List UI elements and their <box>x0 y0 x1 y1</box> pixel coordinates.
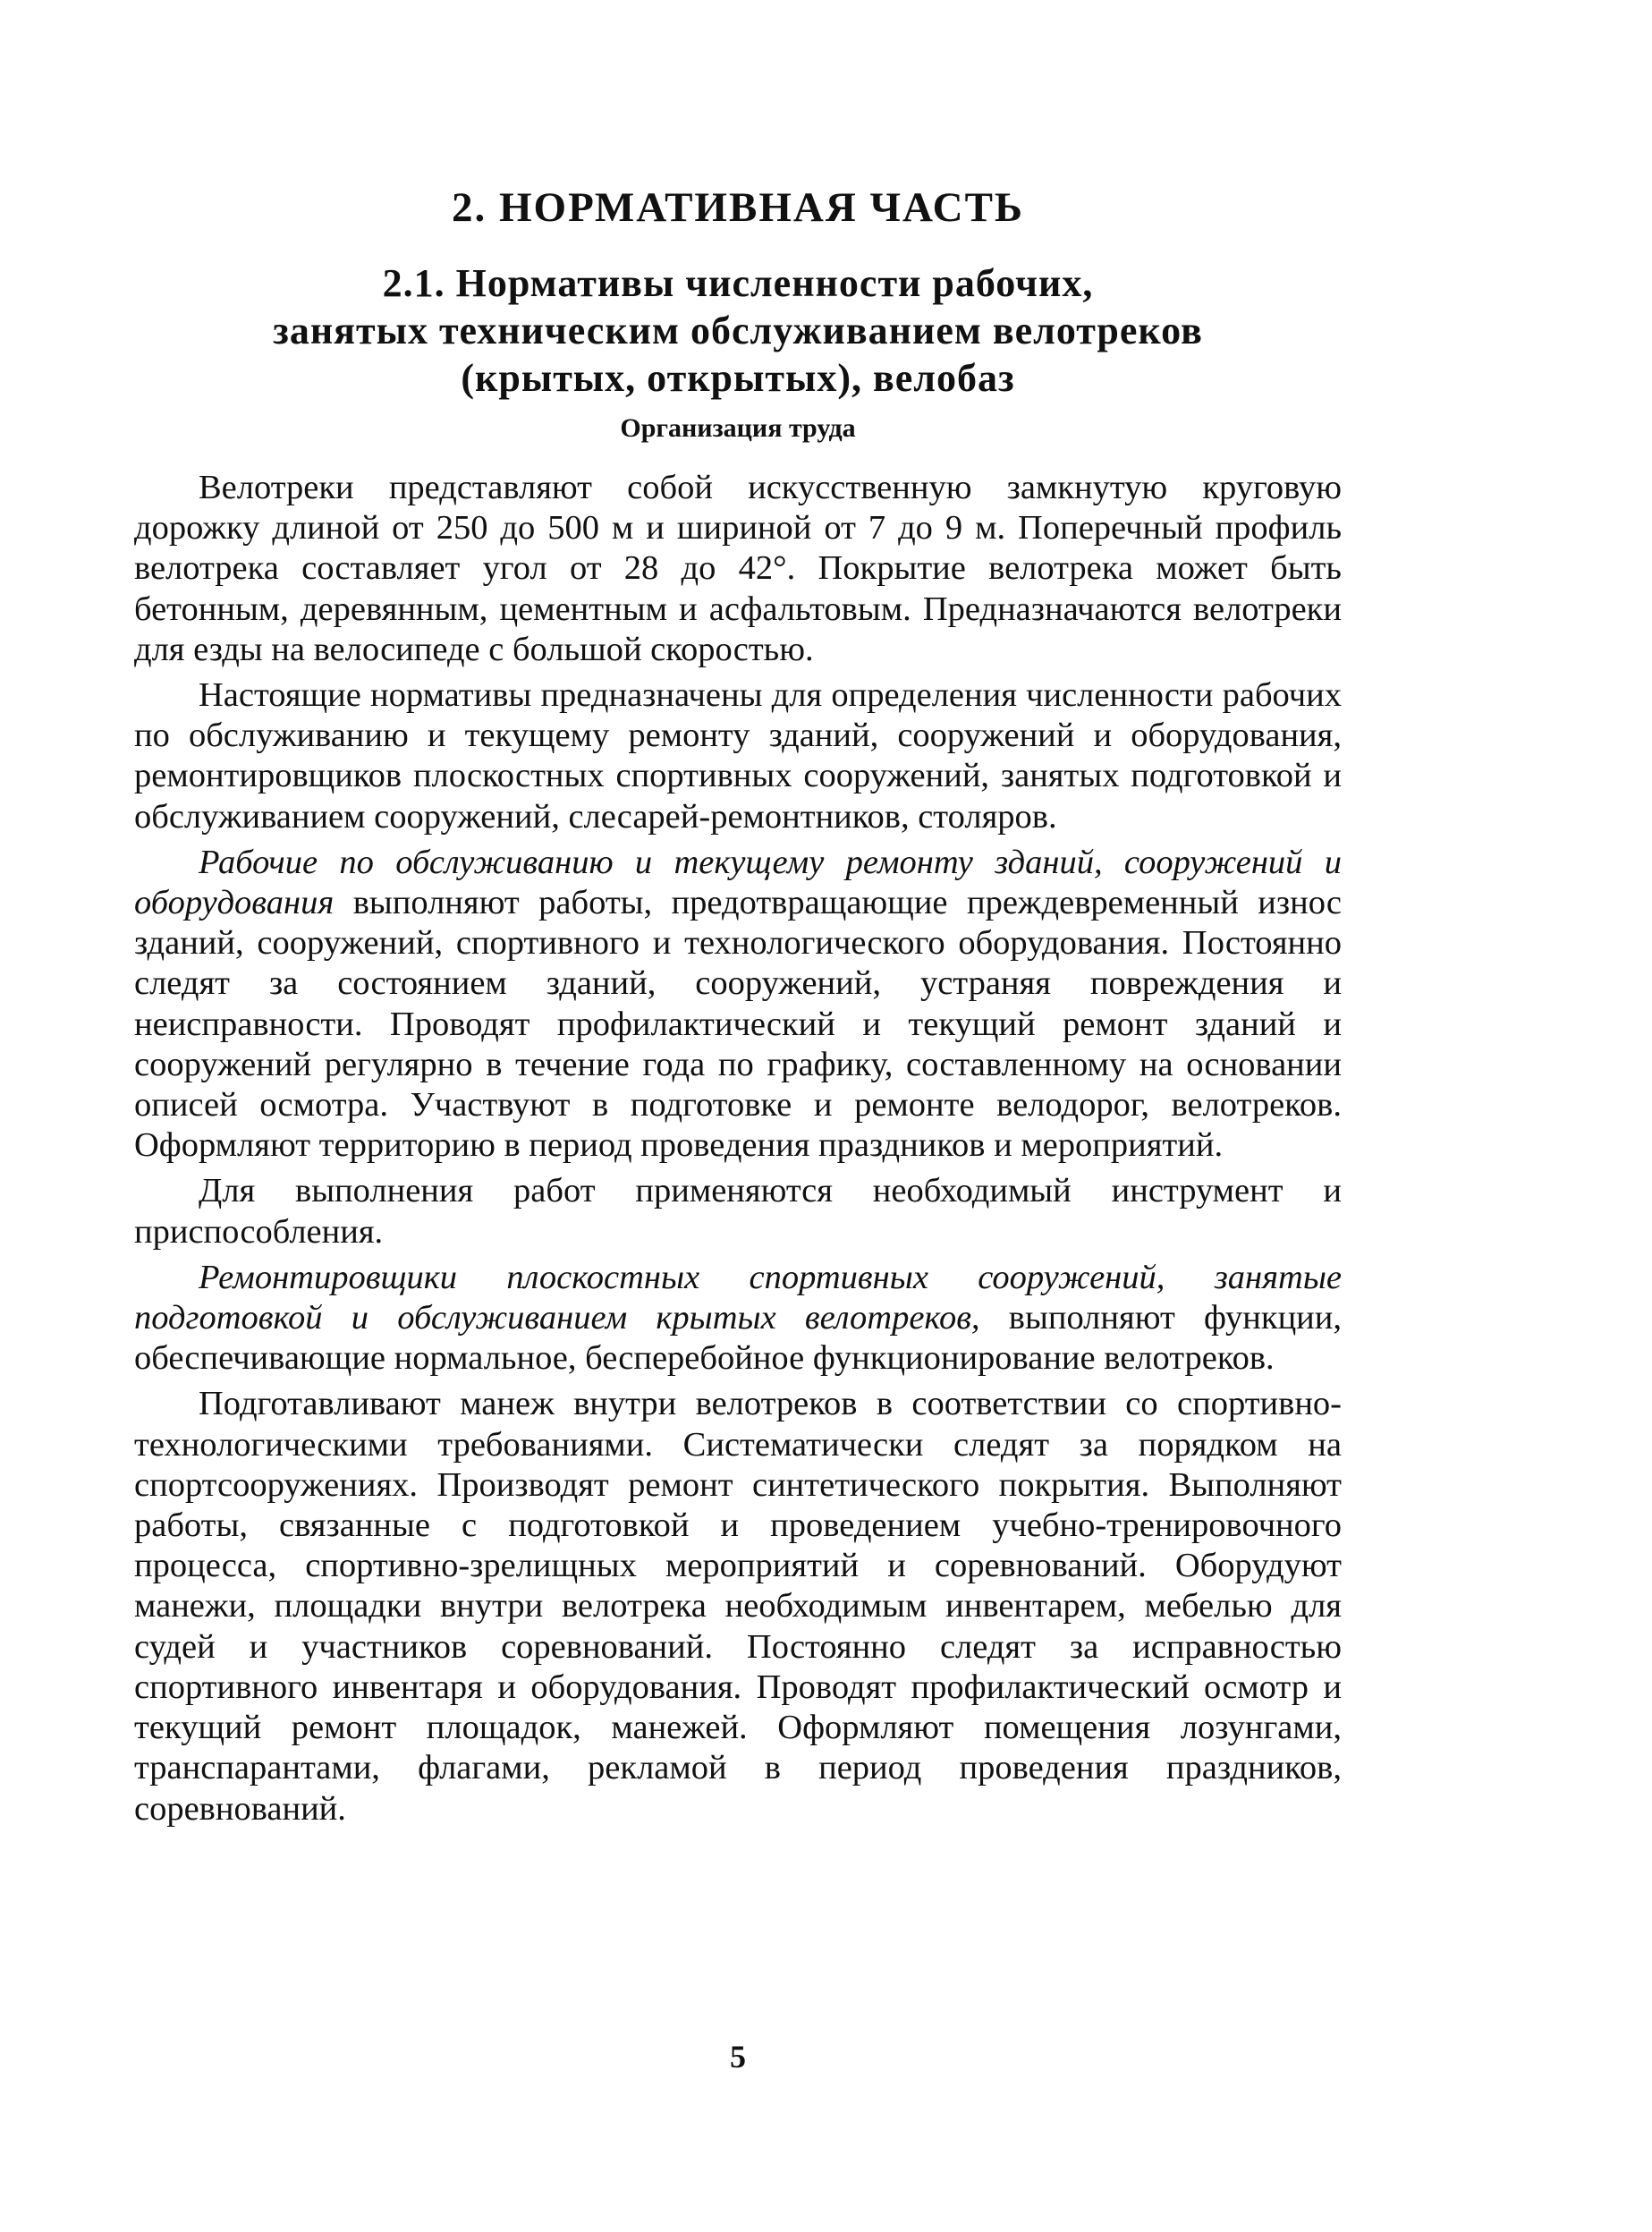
paragraph-5-text: выполняют функции, обеспечивающие нормальное, бесперебойное функционирование велотреков. <box>134 1299 1343 1378</box>
section-title-line-3: (крытых, открытых), велобаз <box>461 356 1015 400</box>
paragraph-3 <box>134 843 1342 1167</box>
paragraph-6-text: Подготавливают манеж внутри велотреков в соответствии со спортивно-технологическими требованиями. Систематически следят за порядком на спортсооружениях. Производят ремонт синтетического покрытия. Выполняют работы, связанные с подготовкой и проведением учебно-тренировочного процесса, спортивно-зрелищных мероприятий и соревнований. Оборудуют манежи, площадки внутри велотрека необходимым инвентарем, мебелью для судей и участников соревнований. Постоянно следят за исправностью спортивного инвентаря и оборудования. Проводят профилактический осмотр и текущий ремонт площадок, манежей. Оформляют помещения лозунгами, транспарантами, флагами, рекламой в период проведения праздников, соревнований. <box>134 1385 1342 1828</box>
paragraph-5-italic-lead: Ремонтировщики плоскостных спортивных сооружений, занятые подготовкой и обслуживанием крытых велотреков, <box>134 1258 1342 1337</box>
document-page <box>134 0 1342 2232</box>
section-title-line-1: 2.1. Нормативы численности рабочих, <box>382 261 1094 305</box>
paragraph-1-text: Велотреки представляют собой искусственную замкнутую круговую дорожку длиной от 250 до 500 м и шириной от 7 до 9 м. Поперечный профиль велотрека составляет угол от 28 до 42°. Покрытие велотрека может быть бетонным, деревянным, цементным и асфальтовым. Предназначаются велотреки для езды на велосипеде с большой скоростью. <box>134 469 1342 668</box>
paragraph-4 <box>134 1171 1342 1252</box>
section-title-line-2: занятых техническим обслуживанием велотреков <box>273 309 1203 352</box>
paragraph-1 <box>134 468 1342 670</box>
paragraph-6 <box>134 1384 1342 1829</box>
paragraph-3-text: выполняют работы, предотвращающие преждевременный износ зданий, сооружений, спортивного и технологического оборудования. Постоянно следят за состоянием зданий, сооружений, устраняя повреждения и неисправности. Проводят профилактический и текущий ремонт зданий и сооружений регулярно в течение года по графику, составленному на основании описей осмотра. Участвуют в подготовке и ремонте велодорог, велотреков. Оформляют территорию в период проведения праздников и мероприятий. <box>134 884 1342 1165</box>
paragraph-4-text: Для выполнения работ применяются необходимый инструмент и приспособления. <box>134 1172 1342 1251</box>
paragraph-2 <box>134 675 1342 837</box>
paragraph-3-italic-lead: Рабочие по обслуживанию и текущему ремонту зданий, сооружений и оборудования <box>134 843 1342 922</box>
paragraph-5 <box>134 1258 1342 1379</box>
subheading-work-organization: Организация труда <box>620 413 856 443</box>
chapter-title: 2. НОРМАТИВНАЯ ЧАСТЬ <box>451 184 1024 231</box>
section-title <box>134 259 1342 402</box>
page-number: 5 <box>730 2039 746 2075</box>
paragraph-2-text: Настоящие нормативы предназначены для определения численности рабочих по обслуживанию и текущему ремонту зданий, сооружений и оборудования, ремонтировщиков плоскостных спортивных сооружений, занятых подготовкой и обслуживанием сооружений, слесарей-ремонтников, столяров. <box>134 676 1342 836</box>
body-text <box>134 468 1342 1835</box>
